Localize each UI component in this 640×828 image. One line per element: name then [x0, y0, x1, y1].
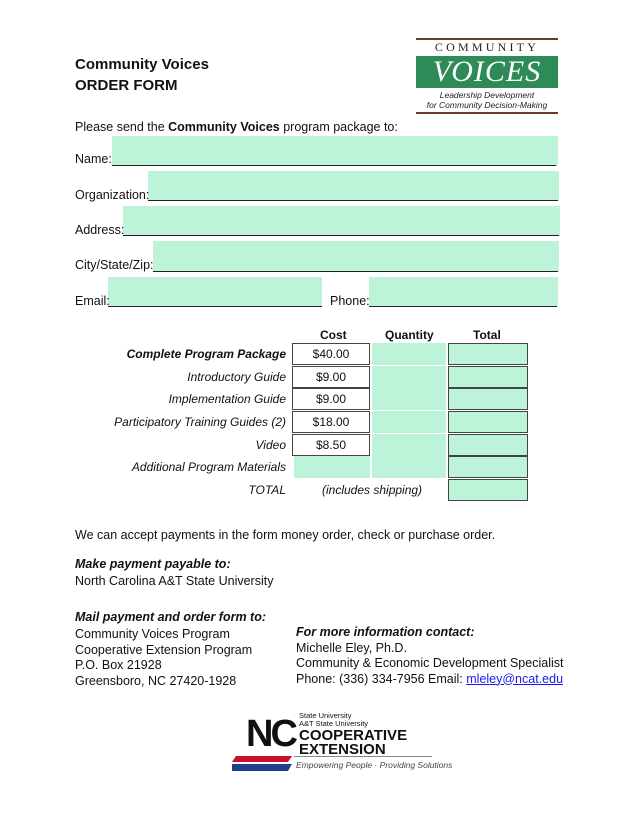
contact-phone: Phone: (336) 334-7956 Email: — [296, 671, 467, 686]
quantity-additional-materials[interactable] — [372, 456, 446, 478]
address-line: Community Voices Program — [75, 627, 230, 641]
email-label: Email: — [75, 294, 110, 308]
logo-sub-line2: for Community Decision-Making — [426, 100, 548, 110]
row-label-video: Video — [255, 438, 286, 452]
city-state-zip-underline — [153, 271, 558, 272]
row-label-introductory-guide: Introductory Guide — [187, 370, 286, 384]
total-introductory-guide[interactable] — [448, 366, 528, 388]
total-label: TOTAL — [248, 483, 286, 497]
grand-total[interactable] — [448, 479, 528, 501]
quantity-video[interactable] — [372, 434, 446, 456]
name-underline — [112, 165, 556, 166]
row-label-training-guides: Participatory Training Guides (2) — [114, 415, 286, 429]
cost-additional-materials[interactable] — [294, 456, 370, 478]
contact-email-link[interactable]: mleley@ncat.edu — [466, 671, 564, 686]
total-header: Total — [473, 328, 501, 342]
cost-training-guides: $18.00 — [292, 411, 370, 433]
form-title — [75, 54, 209, 96]
cooperative-text: COOPERATIVE — [299, 727, 408, 744]
cost-video: $8.50 — [292, 434, 370, 456]
quantity-training-guides[interactable] — [372, 411, 446, 433]
payable-to: North Carolina A&T State University — [75, 574, 274, 588]
city-state-zip-label: City/State/Zip: — [75, 258, 154, 272]
payable-heading: Make payment payable to: — [75, 557, 231, 571]
total-note: (includes shipping) — [322, 483, 423, 497]
blue-stripe — [232, 764, 292, 771]
phone-underline — [369, 306, 557, 307]
mailing-address — [75, 627, 252, 689]
logo-sub-line1: Leadership Development — [439, 90, 535, 100]
nc-letters: NC — [246, 713, 295, 755]
mail-heading: Mail payment and order form to: — [75, 610, 266, 624]
row-label-additional-materials: Additional Program Materials — [131, 460, 286, 474]
intro-text: Please send the Community Voices program package to: — [75, 120, 398, 134]
red-stripe — [232, 756, 292, 762]
total-implementation-guide[interactable] — [448, 388, 528, 410]
contact-name: Michelle Eley, Ph.D. — [296, 640, 407, 655]
total-training-guides[interactable] — [448, 411, 528, 433]
quantity-header: Quantity — [385, 328, 434, 342]
cost-header: Cost — [320, 328, 347, 342]
intro-bold: Community Voices — [168, 120, 280, 134]
cost-introductory-guide: $9.00 — [292, 366, 370, 388]
contact-block — [296, 625, 563, 687]
row-label-complete-package: Complete Program Package — [126, 347, 286, 361]
organization-underline — [148, 200, 558, 201]
contact-heading: For more information contact: — [296, 625, 475, 639]
email-input[interactable] — [108, 277, 322, 307]
contact-phone-line — [296, 672, 563, 688]
extension-text: EXTENSION — [299, 741, 386, 758]
address-label: Address: — [75, 223, 125, 237]
address-line: Cooperative Extension Program — [75, 642, 253, 657]
quantity-complete-package[interactable] — [372, 343, 446, 365]
community-voices-logo — [416, 38, 558, 114]
contact-title: Community & Economic Development Specialist — [296, 656, 564, 670]
city-state-zip-input[interactable] — [153, 241, 559, 272]
title-line2: ORDER FORM — [75, 77, 178, 94]
total-additional-materials[interactable] — [448, 456, 528, 478]
name-label: Name: — [75, 152, 112, 166]
quantity-introductory-guide[interactable] — [372, 366, 446, 388]
phone-input[interactable] — [369, 277, 558, 307]
address-line: Greensboro, NC 27420-1928 — [75, 673, 237, 688]
total-video[interactable] — [448, 434, 528, 456]
logo-main-text: VOICES — [416, 56, 558, 88]
logo-top-text: COMMUNITY — [416, 38, 558, 54]
nc-at-line: A&T State University — [299, 719, 369, 728]
logo-bottom-rule — [416, 112, 558, 114]
organization-input[interactable] — [148, 171, 559, 201]
nc-state-line: State University — [299, 711, 352, 720]
payment-accept-text: We can accept payments in the form money order, check or purchase order. — [75, 528, 496, 542]
title-line1: Community Voices — [75, 56, 209, 73]
nc-cooperative-extension-logo — [232, 710, 453, 772]
row-label-implementation-guide: Implementation Guide — [168, 392, 286, 406]
quantity-implementation-guide[interactable] — [372, 388, 446, 410]
organization-label: Organization: — [75, 188, 150, 202]
nc-tagline: Empowering People · Providing Solutions — [296, 760, 453, 770]
address-underline — [123, 235, 559, 236]
cost-implementation-guide: $9.00 — [292, 388, 370, 410]
name-input[interactable] — [112, 136, 558, 166]
cost-complete-package: $40.00 — [292, 343, 370, 365]
address-input[interactable] — [123, 206, 560, 236]
email-underline — [108, 306, 322, 307]
total-complete-package[interactable] — [448, 343, 528, 365]
phone-label: Phone: — [330, 294, 370, 308]
logo-subtitle — [416, 90, 558, 110]
address-line: P.O. Box 21928 — [75, 658, 162, 672]
